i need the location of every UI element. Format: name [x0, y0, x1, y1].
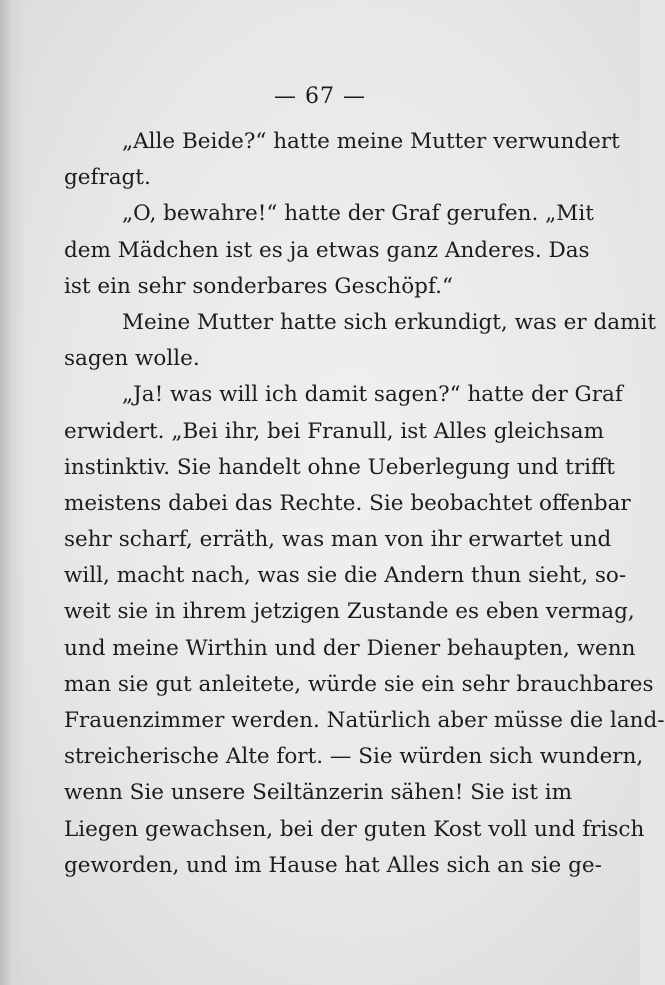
- text-line: streicherische Alte fort. — Sie würden sich wundern,: [64, 744, 644, 770]
- page-edge-shadow: [0, 0, 26, 985]
- text-line: man sie gut anleitete, würde sie ein sehr brauchbares: [64, 671, 654, 697]
- text-line: weit sie in ihrem jetzigen Zustande es eben vermag,: [64, 599, 635, 625]
- text-line: sehr scharf, erräth, was man von ihr erwartet und: [64, 527, 612, 553]
- text-line: Meine Mutter hatte sich erkundigt, was er damit: [122, 309, 656, 335]
- body-text: [64, 124, 665, 884]
- text-line: will, macht nach, was sie die Andern thun sieht, so-: [64, 563, 627, 589]
- text-line: erwidert. „Bei ihr, bei Franull, ist Alles gleichsam: [64, 418, 604, 444]
- text-line: Frauenzimmer werden. Natürlich aber müsse die land-: [64, 708, 665, 733]
- text-line: gefragt.: [64, 165, 151, 191]
- text-line: „Ja! was will ich damit sagen?“ hatte der Graf: [122, 382, 623, 408]
- page-number: — 67 —: [274, 84, 366, 109]
- text-line: instinktiv. Sie handelt ohne Ueberlegung und trifft: [64, 454, 615, 480]
- text-line: „Alle Beide?“ hatte meine Mutter verwundert: [122, 129, 620, 154]
- text-line: geworden, und im Hause hat Alles sich an sie ge-: [64, 852, 602, 878]
- text-line: „O, bewahre!“ hatte der Graf gerufen. „Mit: [122, 201, 594, 227]
- text-line: wenn Sie unsere Seiltänzerin sähen! Sie ist im: [64, 780, 573, 806]
- text-line: Liegen gewachsen, bei der guten Kost voll und frisch: [64, 816, 645, 842]
- text-line: und meine Wirthin und der Diener behaupten, wenn: [64, 635, 636, 661]
- text-line: dem Mädchen ist es ja etwas ganz Anderes. Das: [64, 237, 590, 263]
- text-line: meistens dabei das Rechte. Sie beobachtet offenbar: [64, 490, 631, 516]
- text-line: ist ein sehr sonderbares Geschöpf.“: [64, 273, 453, 299]
- text-line: sagen wolle.: [64, 346, 200, 372]
